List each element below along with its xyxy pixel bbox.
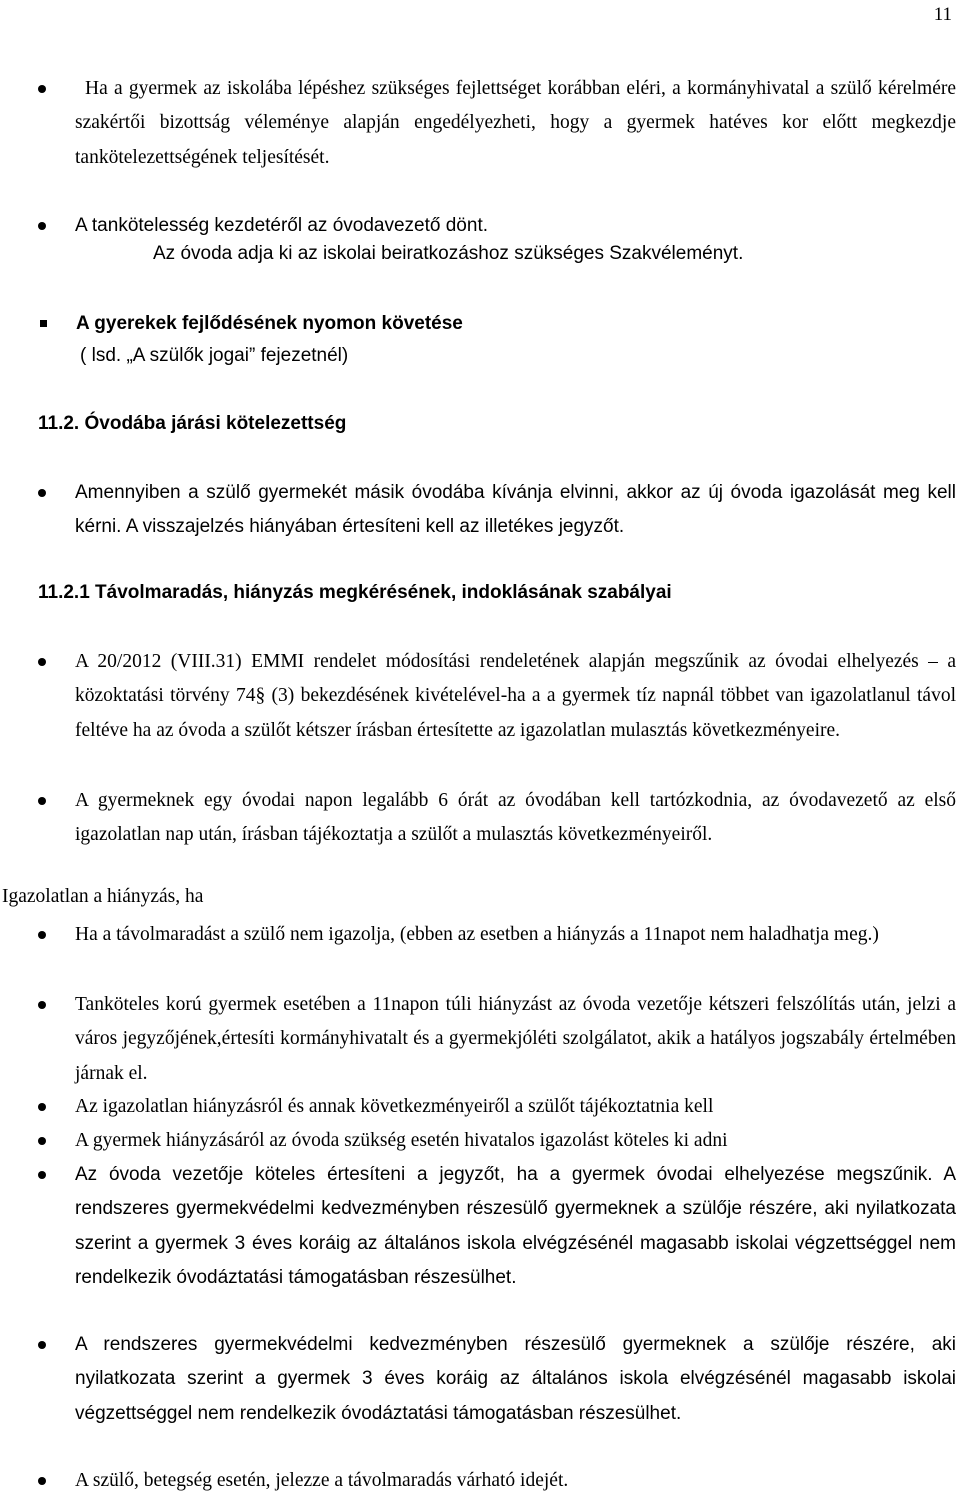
list-item: Ha a távolmaradást a szülő nem igazolja, (ebben az esetben a hiányzás a 11napot nem haladhatja meg.) <box>75 918 956 952</box>
list-item: A szülő, betegség esetén, jelezze a távolmaradás várható idejét. <box>75 1464 956 1498</box>
list-item: Tanköteles korú gyermek esetében a 11napon túli hiányzást az óvoda vezetője kétszeri felszólítás után, jelzi a város jegyzőjének,értesíti kormányhivatalt és a gyermekjóléti szolgálatot, akik a hatályos jogszabály értelmében járnak el. <box>75 988 956 1091</box>
page-number: 11 <box>933 4 952 25</box>
section-heading-11-2-1: 11.2.1 Távolmaradás, hiányzás megkérésének, indoklásának szabályai <box>38 582 672 603</box>
list-item: Ha a gyermek az iskolába lépéshez szükséges fejlettséget korábban eléri, a kormányhivatal a szülő kérelmére szakértői bizottság véleménye alapján engedélyezheti, hogy a gyermek hatéves kor előtt megkezdje tankötelezettségének teljesítését. <box>75 72 956 175</box>
list-item: A 20/2012 (VIII.31) EMMI rendelet módosítási rendeletének alapján megszűnik az óvodai elhelyezés – a közoktatási törvény 74§ (3) bekezdésének kivételével-ha a a gyermek tíz napnál többet van igazolatlanul távol feltéve ha az óvoda a szülőt kétszer írásban értesítette az igazolatlan mulasztás következményeire. <box>75 645 956 748</box>
note-text: Az óvoda adja ki az iskolai beiratkozáshoz szükséges Szakvéleményt. <box>153 243 744 264</box>
square-bullet-icon <box>40 320 47 327</box>
list-item: A tankötelesség kezdetéről az óvodavezető dönt. <box>75 209 956 243</box>
section-heading: A gyerekek fejlődésének nyomon követése <box>76 313 463 334</box>
reference-text: ( lsd. „A szülők jogai” fejezetnél) <box>80 345 349 366</box>
lead-text: Igazolatlan a hiányzás, ha <box>2 886 204 907</box>
list-item: Az igazolatlan hiányzásról és annak következményeiről a szülőt tájékoztatnia kell <box>75 1090 956 1124</box>
list-item: Az óvoda vezetője köteles értesíteni a jegyzőt, ha a gyermek óvodai elhelyezése megszűnik. A rendszeres gyermekvédelmi kedvezményben részesülő gyermeknek a szülője részére, aki nyilatkozata szerint a gyermek 3 éves koráig az általános iskola elvégzésénél magasabb iskolai végzettséggel nem rendelkezik óvodáztatási támogatásban részesülhet. <box>75 1158 956 1296</box>
list-item: A rendszeres gyermekvédelmi kedvezményben részesülő gyermeknek a szülője részére, aki nyilatkozata szerint a gyermek 3 éves koráig az általános iskola elvégzésénél magasabb iskolai végzettséggel nem rendelkezik óvodáztatási támogatásban részesülhet. <box>75 1328 956 1431</box>
section-heading-11-2: 11.2. Óvodába járási kötelezettség <box>38 413 347 434</box>
list-item: Amennyiben a szülő gyermekét másik óvodába kívánja elvinni, akkor az új óvoda igazolását meg kell kérni. A visszajelzés hiányában értesíteni kell az illetékes jegyzőt. <box>75 476 956 545</box>
list-item: A gyermeknek egy óvodai napon legalább 6 órát az óvodában kell tartózkodnia, az óvodavezető az első igazolatlan nap után, írásban tájékoztatja a szülőt a mulasztás következményeiről. <box>75 784 956 853</box>
list-item: A gyermek hiányzásáról az óvoda szükség esetén hivatalos igazolást köteles ki adni <box>75 1124 956 1158</box>
